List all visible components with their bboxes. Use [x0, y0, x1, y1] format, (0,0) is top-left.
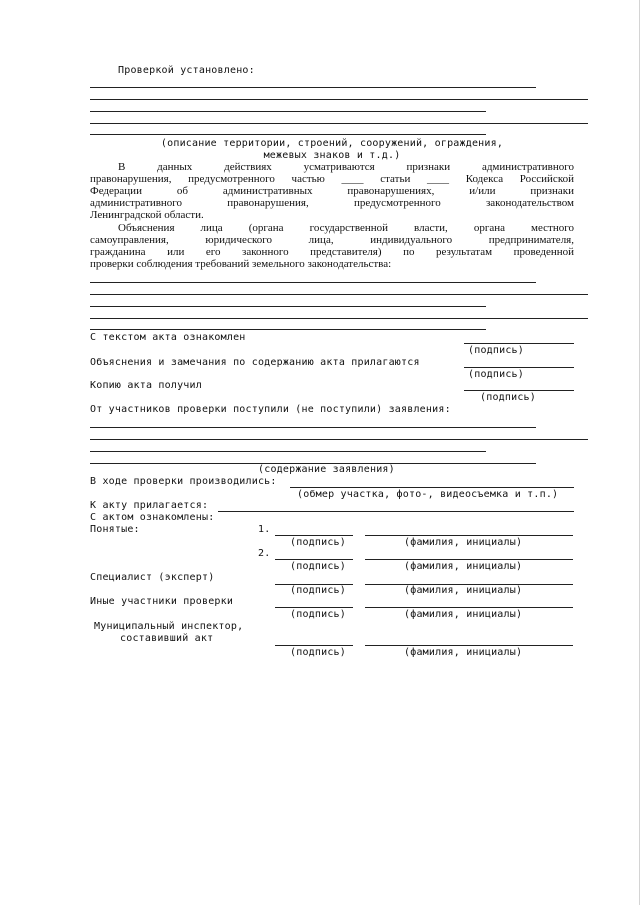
inspector-label: составивший акт	[120, 633, 214, 644]
signature-caption: (подпись)	[290, 537, 346, 548]
inspector-label: Муниципальный инспектор,	[94, 621, 244, 632]
violation-line: Федерации об административных правонарушениях, и/или признаки	[90, 185, 574, 197]
explanation-line: гражданина или его законного представителя) по результатам проведенной	[90, 246, 574, 258]
found-heading: Проверкой установлено:	[118, 65, 255, 76]
witnesses: Понятые:	[90, 524, 140, 535]
blank-line	[90, 451, 486, 452]
surname-line	[365, 607, 573, 608]
blank-line	[90, 111, 486, 112]
blank-line	[90, 123, 588, 124]
signature-caption: (подпись)	[480, 392, 536, 403]
statement-caption: (содержание заявления)	[258, 464, 395, 475]
blank-line	[90, 306, 486, 307]
signature-caption: (подпись)	[290, 585, 346, 596]
violation-line: административного правонарушения, предусмотренного законодательством	[90, 197, 574, 209]
signature-caption: (подпись)	[290, 647, 346, 658]
blank-line	[90, 99, 588, 100]
blank-line	[90, 294, 588, 295]
violation-line: правонарушения, предусмотренного частью ____ статьи ____ Кодекса Российской	[90, 173, 574, 185]
signature-line	[464, 343, 574, 344]
surname-line	[365, 535, 573, 536]
attached: К акту прилагается:	[90, 500, 209, 511]
signature-line	[275, 535, 353, 536]
surname-caption: (фамилия, инициалы)	[404, 609, 523, 620]
territory-caption: (описание территории, строений, сооружений, ограждения,	[160, 138, 504, 149]
explanations-attached: Объяснения и замечания по содержанию акта прилагаются	[90, 357, 420, 368]
surname-caption: (фамилия, инициалы)	[404, 585, 523, 596]
familiarized: С актом ознакомлены:	[90, 512, 215, 523]
blank-line	[90, 318, 588, 319]
witness-number: 1.	[258, 524, 271, 535]
surname-line	[365, 645, 573, 646]
signature-caption: (подпись)	[290, 609, 346, 620]
surname-line	[365, 559, 573, 560]
blank-line	[90, 427, 536, 428]
blank-line	[90, 329, 486, 330]
signature-line	[275, 645, 353, 646]
explanation-line: проверки соблюдения требований земельного законодательства:	[90, 258, 392, 270]
blank-line	[90, 134, 486, 135]
explanation-line: Объяснения лица (органа государственной власти, органа местного	[118, 222, 574, 234]
violation-line: В данных действиях усматриваются признаки административного	[118, 161, 574, 173]
explanation-line: самоуправления, юридического лица, индивидуального предпринимателя,	[90, 234, 574, 246]
specialist-label: Специалист (эксперт)	[90, 572, 215, 583]
violation-line: Ленинградской области.	[90, 209, 204, 221]
witness-number: 2.	[258, 548, 271, 559]
signature-line	[275, 559, 353, 560]
signature-line	[464, 367, 574, 368]
during-check: В ходе проверки производились:	[90, 476, 277, 487]
blank-line	[90, 282, 536, 283]
surname-caption: (фамилия, инициалы)	[404, 537, 523, 548]
surname-caption: (фамилия, инициалы)	[404, 561, 523, 572]
blank-line	[90, 87, 536, 88]
blank-line	[290, 487, 574, 488]
blank-line	[90, 439, 588, 440]
signature-line	[464, 390, 574, 391]
during-caption: (обмер участка, фото-, видеосъемка и т.п.)	[297, 489, 559, 500]
territory-caption: межевых знаков и т.д.)	[263, 150, 401, 161]
signature-line	[275, 607, 353, 608]
blank-line	[218, 511, 574, 512]
acquainted-text: С текстом акта ознакомлен	[90, 332, 246, 343]
other-participants-label: Иные участники проверки	[90, 596, 234, 607]
statements-label: От участников проверки поступили (не поступили) заявления:	[90, 404, 451, 415]
copy-received: Копию акта получил	[90, 380, 202, 391]
signature-caption: (подпись)	[468, 369, 524, 380]
signature-caption: (подпись)	[468, 345, 524, 356]
surname-caption: (фамилия, инициалы)	[404, 647, 523, 658]
signature-caption: (подпись)	[290, 561, 346, 572]
